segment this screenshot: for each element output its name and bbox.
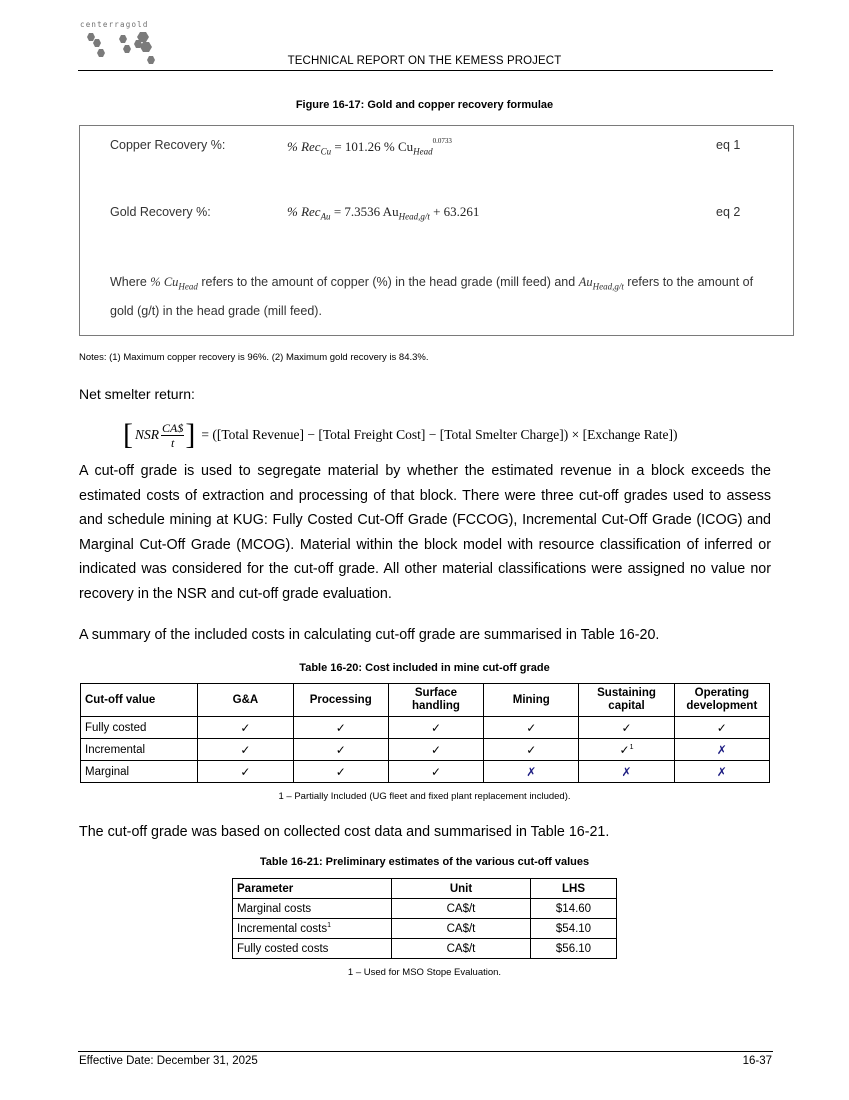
col-lhs: LHS (531, 879, 617, 899)
nsr-formula (123, 415, 677, 455)
footer-divider (78, 1051, 773, 1052)
table-row (81, 761, 770, 783)
eq2-number: eq 2 (716, 205, 741, 219)
col-ga: G&A (198, 684, 293, 717)
gold-formula-lhs: % Rec (287, 204, 321, 219)
check-mark: ✓ (674, 717, 769, 739)
copper-recovery-label: Copper Recovery %: (110, 138, 226, 152)
where-au-symbol: Au (578, 275, 593, 289)
gold-recovery-formula (287, 204, 479, 222)
cross-mark: ✗ (674, 739, 769, 761)
table-row (233, 939, 617, 959)
col-operating-development: Operating development (674, 684, 769, 717)
row-label: Marginal (81, 761, 198, 783)
table-row (81, 717, 770, 739)
nsr-numerator: CA$ (162, 420, 184, 435)
gold-formula-mid: = 7.3536 Au (330, 204, 399, 219)
page-number: 16-37 (742, 1055, 772, 1067)
footnote-marker: 1 (629, 743, 634, 751)
col-parameter: Parameter (233, 879, 392, 899)
where-cu-sub: Head (178, 281, 198, 292)
gold-formula-tail: + 63.261 (429, 204, 480, 219)
table-16-20-caption: Table 16-20: Cost included in mine cut-off grade (299, 662, 550, 674)
footnote-marker: 1 (327, 922, 332, 930)
left-bracket: [ (123, 418, 133, 451)
summary-paragraph: A summary of the included costs in calculating cut-off grade are summarised in Table 16-20. (79, 627, 660, 643)
check-mark: ✓ (293, 717, 388, 739)
where-text-1: Where (110, 275, 151, 289)
nsr-denominator: t (171, 435, 175, 450)
parameter-cell (233, 919, 392, 939)
check-mark: ✓ (484, 717, 579, 739)
copper-recovery-formula (287, 137, 452, 157)
parameter-cell: Marginal costs (233, 899, 392, 919)
where-cu-symbol: % Cu (150, 275, 179, 289)
where-text-2: refers to the amount of copper (%) in the head grade (mill feed) and (197, 275, 579, 289)
cross-mark: ✗ (579, 761, 674, 783)
cutoff-values-table (232, 878, 617, 959)
table-16-21-caption: Table 16-21: Preliminary estimates of the various cut-off values (259, 856, 590, 868)
where-text-3: refers to the amount of gold (g/t) in the head grade (mill feed). (110, 275, 754, 318)
col-processing: Processing (293, 684, 388, 717)
where-au-sub: Head,g/t (592, 281, 624, 292)
check-mark: ✓ (388, 739, 483, 761)
eq1-number: eq 1 (716, 138, 741, 152)
figure-caption: Figure 16-17: Gold and copper recovery formulae (295, 99, 554, 111)
header-divider (78, 70, 773, 71)
cutoff-basis-paragraph: The cut-off grade was based on collected cost data and summarised in Table 16-21. (79, 824, 610, 840)
copper-formula-lhs: % Rec (287, 139, 321, 154)
nsr-heading: Net smelter return: (79, 386, 195, 402)
cross-mark: ✗ (484, 761, 579, 783)
check-mark: ✓ (198, 761, 293, 783)
gold-recovery-label: Gold Recovery %: (110, 205, 211, 219)
cutoff-paragraph: A cut-off grade is used to segregate material by whether the estimated revenue in a block exceeds the estimated costs of extraction and processing of that block. There were three cut-off grades used to assess and schedule mining at KUG: Fully Costed Cut-Off Grade (FCCOG), Incremental Cut-Off Grade (ICOG) and Marginal Cut-Off Grade (MCOG). Material within the block model with resource classification of inferred or indicated was considered for the cut-off grade. All other material classifications were assigned no value nor recovery in the NSR and cut-off grade evaluation. (79, 463, 771, 602)
col-unit: Unit (392, 879, 531, 899)
gold-formula-sub: Head,g/t (398, 211, 430, 222)
value-cell: $14.60 (531, 899, 617, 919)
formula-definitions (110, 270, 770, 323)
table-header-row (81, 684, 770, 717)
parameter-label: Incremental costs (237, 922, 328, 935)
figure-notes: Notes: (1) Maximum copper recovery is 96%. (2) Maximum gold recovery is 84.3%. (79, 352, 429, 363)
check-mark: ✓ (293, 739, 388, 761)
nsr-symbol: NSR (135, 427, 160, 442)
col-sustaining-capital: Sustaining capital (579, 684, 674, 717)
table-row (233, 899, 617, 919)
formula-box (79, 125, 794, 336)
table-16-20-note: 1 – Partially Included (UG fleet and fixed plant replacement included). (278, 791, 571, 802)
check-mark: ✓ (388, 761, 483, 783)
copper-formula-mid: = 101.26 % Cu (331, 139, 414, 154)
check-mark: ✓ (198, 739, 293, 761)
copper-formula-exponent: 0.0733 (432, 137, 452, 145)
logo-text: centerragold (80, 20, 149, 29)
check-mark: ✓ (388, 717, 483, 739)
check-mark: ✓ (293, 761, 388, 783)
check-mark: ✓ (579, 717, 674, 739)
parameter-cell: Fully costed costs (233, 939, 392, 959)
cross-mark: ✗ (674, 761, 769, 783)
table-row (233, 919, 617, 939)
unit-cell: CA$/t (392, 899, 531, 919)
effective-date: Effective Date: December 31, 2025 (79, 1055, 258, 1067)
check-mark: ✓ (619, 742, 630, 757)
right-bracket: ] (185, 418, 196, 451)
nsr-fraction (161, 421, 184, 450)
row-label: Incremental (81, 739, 198, 761)
value-cell: $54.10 (531, 919, 617, 939)
check-mark-footnoted (579, 739, 674, 761)
gold-formula-lhs-sub: Au (320, 211, 331, 222)
col-cutoff-value: Cut-off value (81, 684, 198, 717)
check-mark: ✓ (198, 717, 293, 739)
nsr-rhs: = ([Total Revenue] − [Total Freight Cost] − [Total Smelter Charge]) × [Exchange Rate]) (201, 427, 678, 442)
copper-formula-lhs-sub: Cu (320, 146, 332, 157)
unit-cell: CA$/t (392, 939, 531, 959)
table-row (81, 739, 770, 761)
col-mining: Mining (484, 684, 579, 717)
cost-cutoff-table (80, 683, 770, 783)
row-label: Fully costed (81, 717, 198, 739)
table-header-row (233, 879, 617, 899)
unit-cell: CA$/t (392, 919, 531, 939)
copper-formula-sub: Head (413, 146, 433, 157)
value-cell: $56.10 (531, 939, 617, 959)
check-mark: ✓ (484, 739, 579, 761)
table-16-21-note: 1 – Used for MSO Stope Evaluation. (347, 967, 502, 978)
col-surface-handling: Surface handling (388, 684, 483, 717)
report-title: TECHNICAL REPORT ON THE KEMESS PROJECT (287, 55, 562, 67)
